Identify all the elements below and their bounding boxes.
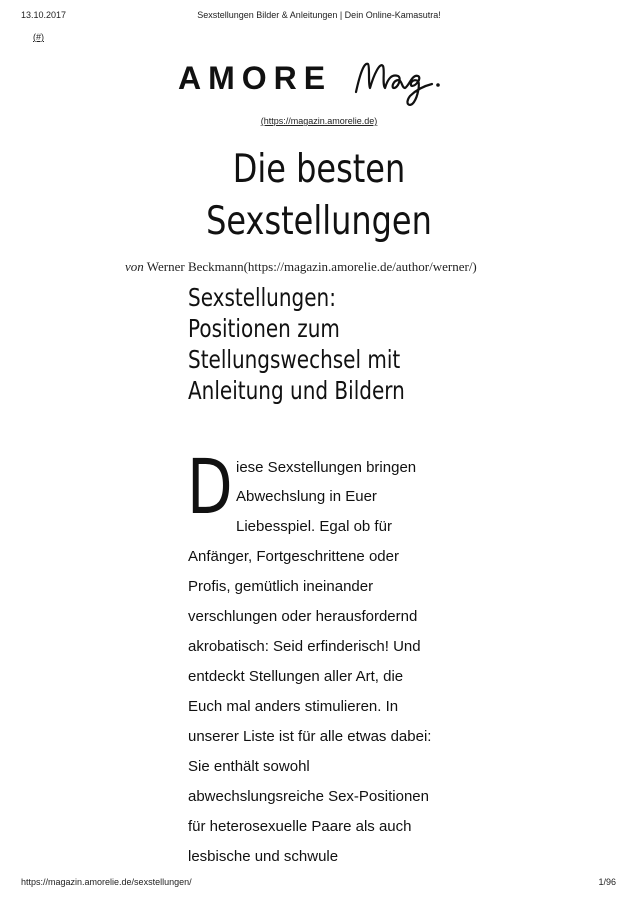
logo-script-mag (352, 54, 460, 108)
byline-von: von (125, 259, 144, 274)
body-line: akrobatisch: Seid erﬁnderisch! Und (188, 638, 421, 655)
print-page-title: Sexstellungen Bilder & Anleitungen | Dein Online-Kamasutra! (197, 10, 441, 20)
print-url: https://magazin.amorelie.de/sexstellungen/ (21, 877, 192, 887)
body-line: entdeckt Stellungen aller Art, die (188, 668, 404, 685)
body-line: Anfänger, Fortgeschrittene oder (188, 548, 399, 565)
logo-wordmark: AMORE (178, 60, 333, 96)
body-line: lesbische und schwule (188, 848, 339, 865)
body-line: iese Sexstellungen bringen (236, 459, 417, 476)
title-line: Die besten (232, 147, 406, 192)
title-line: Sexstellungen (206, 199, 432, 244)
body-line: verschlungen oder herausfordernd (188, 608, 418, 625)
subtitle-line: Positionen zum (188, 314, 340, 343)
byline (125, 259, 477, 275)
body-line: abwechslungsreiche Sex-Positionen (188, 788, 429, 805)
body-line: Abwechslung in Euer (236, 488, 377, 505)
subtitle-line: Anleitung und Bildern (188, 376, 405, 405)
body-line: unserer Liste ist für alle etwas dabei: (188, 728, 432, 745)
page-title (57, 144, 580, 248)
subtitle-line: Sexstellungen: (188, 283, 336, 312)
print-page-number: 1/96 (598, 877, 616, 887)
body-line: Proﬁs, gemütlich ineinander (188, 578, 374, 595)
drop-cap: D (187, 442, 233, 531)
print-date: 13.10.2017 (21, 10, 67, 20)
article-subtitle (188, 282, 452, 406)
author-link[interactable]: (https://magazin.amorelie.de/author/werner/) (243, 259, 477, 274)
logo-url-link[interactable]: (https://magazin.amorelie.de) (260, 116, 378, 126)
subtitle-line: Stellungswechsel mit (188, 345, 401, 374)
body-line: Sie enthält sowohl (188, 758, 310, 775)
anchor-link[interactable]: (#) (33, 32, 44, 42)
amore-mag-logo[interactable] (178, 52, 460, 110)
author-name[interactable]: Werner Beckmann (146, 259, 244, 274)
body-line: Liebesspiel. Egal ob für (236, 518, 392, 535)
body-line: für heterosexuelle Paare als auch (188, 818, 412, 835)
body-line: Euch mal anders stimulieren. In (188, 698, 399, 715)
